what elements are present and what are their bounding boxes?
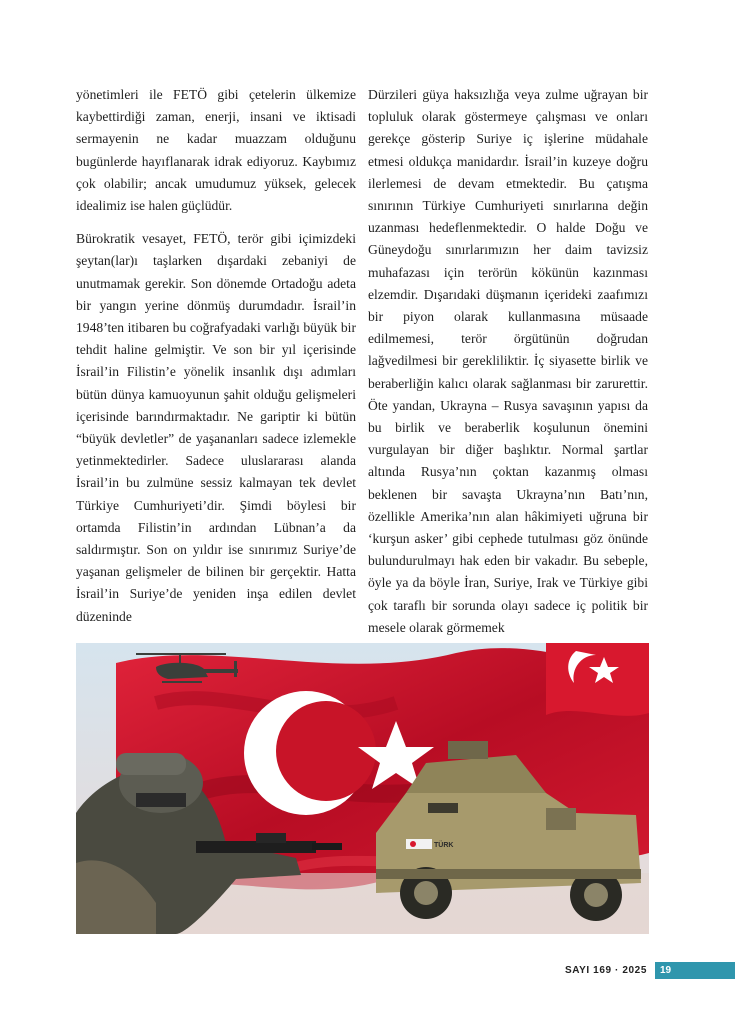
page-number-box — [655, 962, 735, 979]
page-footer — [0, 962, 735, 982]
article-column-right — [368, 84, 648, 639]
paragraph: Dürzileri güya haksızlığa veya zulme uğrayan bir topluluk olarak göstermeye çalışması ve onları gerekçe gösterip Suriye iç işlerine müdahale etmesi oldukça manidardır. İsrail’in kuzeye doğru ilerlemesi de devam etmektedir. Bu çatışma sınırının Türkiye Cumhuriyeti sınırlarına değin uzanması hedeflenmektedir. O halde Doğu ve Güneydoğu sınırlarımızın her daim tavizsiz muhafazası için terörün kökünün kazınması elzemdir. Dışarıdaki düşmanın içerideki zaafımızı bir piyon olarak kullanmasına müsaade edilmemesi, terör örgütünün doğrudan lağvedilmesi bir gerekliliktir. İç siyasette birlik ve beraberliğin kalıcı olarak sağlanması bir zarurettir. Öte yandan, Ukrayna – Rusya savaşının yapısı da bu birlik ve beraberlik koşulunun önemini vurgulayan bir diğer başlıktır. Normal şartlar altında Rusya’nın çoktan kazanmış olması beklenen bir savaşta Ukrayna’nın Batı’nın, özellikle Amerika’nın alan hâkimiyeti uğruna bir ‘kurşun asker’ gibi cephede tutulması göz önünde bulundurulmayı hak eden bir vakadır. Bu sebeple, öyle ya da böyle İran, Suriye, Irak ve Türkiye gibi çok taraflı bir sorunda olayı sadece iç politik bir mesele olarak görmemek — [368, 87, 648, 635]
page-number: 19 — [660, 965, 672, 976]
article-column-left — [76, 84, 356, 628]
paragraph: Bürokratik vesayet, FETÖ, terör gibi içimizdeki şeytan(lar)ı taşlarken dışardaki zebaniyi de unutmamak gerekir. Son dönemde Ortadoğu adeta bir yangın yerine dönmüş durumdadır. İsrail’in 1948’ten itibaren bu coğrafyadaki varlığı büyük bir tehdit haline gelmiştir. Ve son bir yıl içerisinde İsrail’in Filistin’e yönelik insanlık dışı adımları bütün dünya kamuoyunun şahit olduğu gelişmeleri içerisinde barındırmaktadır. Ne gariptir ki bütün “büyük devletler” de yaşananları sadece izlemekle yetinmektedirler. Sadece uluslararası alanda İsrail’in bu zulmüne sessiz kalmayan tek devlet Türkiye Cumhuriyeti’dir. Şimdi böylesi bir ortamda Filistin’in ardından Lübnan’a da saldırmıştır. Son on yıldır ise sınırımız Suriye’de yaşanan gelişmeler de bilinen bir gerçektir. Hatta İsrail’in Suriye’de yeniden inşa edilen devlet düzeninde — [76, 231, 356, 624]
vehicle-plate: TÜRK — [434, 842, 454, 849]
paragraph: yönetimleri ile FETÖ gibi çetelerin ülkemize kaybettirdiği zaman, enerji, insani ve iktisadi sermayenin ne kadar muazzam olduğunu bugünlerde hayıflanarak idrak ediyoruz. Kaybımız çok olabilir; ancak umudumuz yüksek, gelecek idealimiz ise halen güçlüdür. — [76, 87, 356, 214]
turkish-flag-icon — [546, 643, 649, 716]
issue-label: SAYI 169 · 2025 — [564, 965, 647, 976]
article-photo — [76, 643, 649, 934]
